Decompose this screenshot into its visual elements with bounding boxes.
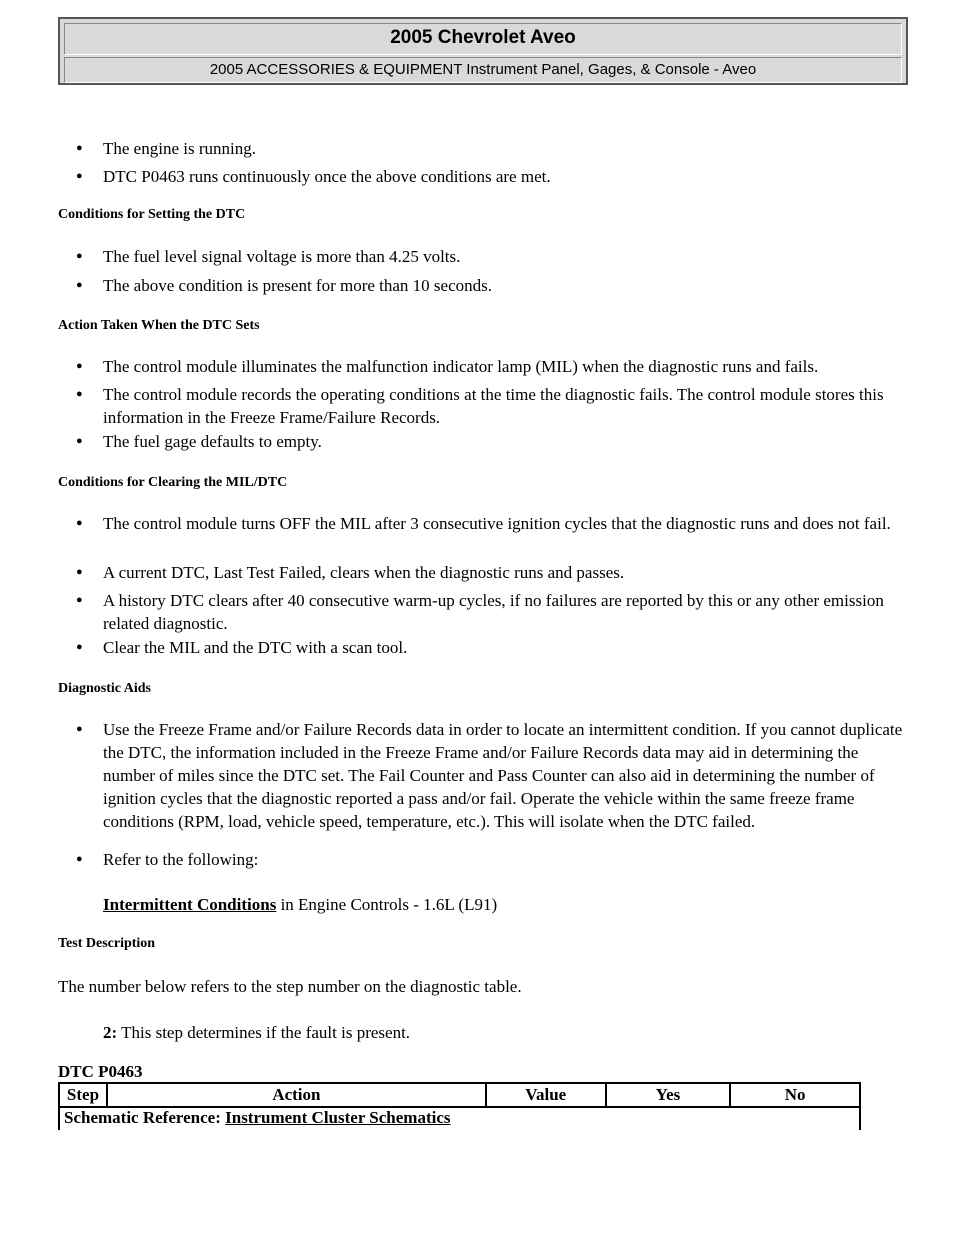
reference-line bbox=[103, 893, 497, 916]
reference-text: in Engine Controls - 1.6L (L91) bbox=[276, 895, 498, 914]
list-item: ● Use the Freeze Frame and/or Failure Records data in order to locate an intermittent condition. If you cannot duplicate the DTC, the information included in the Freeze Frame and/or Failure Records data may aid in determining the number of miles since the DTC set. The Fail Counter and Pass Counter can also aid in determining the number of ignition cycles that the diagnostic reported a pass and/or fail. Operate the vehicle within the same freeze frame conditions (RPM, load, vehicle speed, temperature, etc.). This will isolate when the DTC failed. bbox=[76, 720, 903, 831]
bullet-icon: ● bbox=[76, 594, 83, 606]
list-item: ● Clear the MIL and the DTC with a scan tool. bbox=[76, 638, 408, 657]
bullet-icon: ● bbox=[76, 566, 83, 578]
schematic-reference-cell bbox=[59, 1107, 860, 1130]
bullet-icon: ● bbox=[76, 279, 83, 291]
column-header: Step bbox=[59, 1083, 107, 1107]
list-item: ● Refer to the following: bbox=[76, 850, 259, 869]
bullet-icon: ● bbox=[76, 641, 83, 653]
column-header: Value bbox=[486, 1083, 606, 1107]
section-heading-clearing: Conditions for Clearing the MIL/DTC bbox=[58, 475, 288, 490]
list-item: ● DTC P0463 runs continuously once the above conditions are met. bbox=[76, 167, 551, 186]
bullet-icon: ● bbox=[76, 360, 83, 372]
list-item: ● The control module illuminates the malfunction indicator lamp (MIL) when the diagnostic runs and fails. bbox=[76, 357, 819, 376]
header-subtitle: 2005 ACCESSORIES & EQUIPMENT Instrument Panel, Gages, & Console - Aveo bbox=[64, 57, 902, 83]
bullet-icon: ● bbox=[76, 388, 83, 400]
bullet-icon: ● bbox=[76, 142, 83, 154]
instrument-cluster-schematics-link[interactable]: Instrument Cluster Schematics bbox=[225, 1108, 451, 1127]
bullet-icon: ● bbox=[76, 250, 83, 262]
section-heading-action: Action Taken When the DTC Sets bbox=[58, 318, 260, 333]
bullet-icon: ● bbox=[76, 435, 83, 447]
section-heading-aids: Diagnostic Aids bbox=[58, 681, 151, 696]
bullet-icon: ● bbox=[76, 723, 83, 735]
list-item: ● The control module turns OFF the MIL after 3 consecutive ignition cycles that the diagnostic runs and does not fail. bbox=[76, 514, 891, 533]
list-item: ● A history DTC clears after 40 consecutive warm-up cycles, if no failures are reported by this or any other emission related diagnostic. bbox=[76, 591, 884, 633]
schematic-label: Schematic Reference: bbox=[64, 1108, 226, 1127]
list-item: ● The fuel gage defaults to empty. bbox=[76, 432, 322, 451]
table-row bbox=[59, 1107, 860, 1130]
intermittent-conditions-link[interactable]: Intermittent Conditions bbox=[103, 895, 277, 914]
list-item: ● The fuel level signal voltage is more than 4.25 volts. bbox=[76, 247, 461, 266]
column-header: Action bbox=[107, 1083, 486, 1107]
list-item: ● The control module records the operating conditions at the time the diagnostic fails. The control module stores this information in the Freeze Frame/Failure Records. bbox=[76, 385, 884, 427]
page-header bbox=[58, 17, 908, 85]
step-text: This step determines if the fault is present. bbox=[117, 1023, 411, 1042]
table-header-row bbox=[59, 1083, 860, 1107]
bullet-icon: ● bbox=[76, 517, 83, 529]
column-header: No bbox=[730, 1083, 860, 1107]
header-title: 2005 Chevrolet Aveo bbox=[390, 27, 576, 48]
section-heading-setting: Conditions for Setting the DTC bbox=[58, 207, 246, 222]
bullet-icon: ● bbox=[76, 170, 83, 182]
bullet-icon: ● bbox=[76, 853, 83, 865]
test-intro: The number below refers to the step number on the diagnostic table. bbox=[58, 977, 522, 996]
step-number: 2: bbox=[103, 1023, 118, 1042]
table-title: DTC P0463 bbox=[58, 1062, 143, 1081]
diagnostic-table bbox=[58, 1082, 861, 1130]
list-item: ● A current DTC, Last Test Failed, clears when the diagnostic runs and passes. bbox=[76, 563, 625, 582]
section-heading-test: Test Description bbox=[58, 936, 156, 951]
list-item: ● The above condition is present for more than 10 seconds. bbox=[76, 276, 493, 295]
test-step bbox=[103, 1021, 410, 1044]
list-item: ● The engine is running. bbox=[76, 139, 256, 158]
column-header: Yes bbox=[606, 1083, 731, 1107]
